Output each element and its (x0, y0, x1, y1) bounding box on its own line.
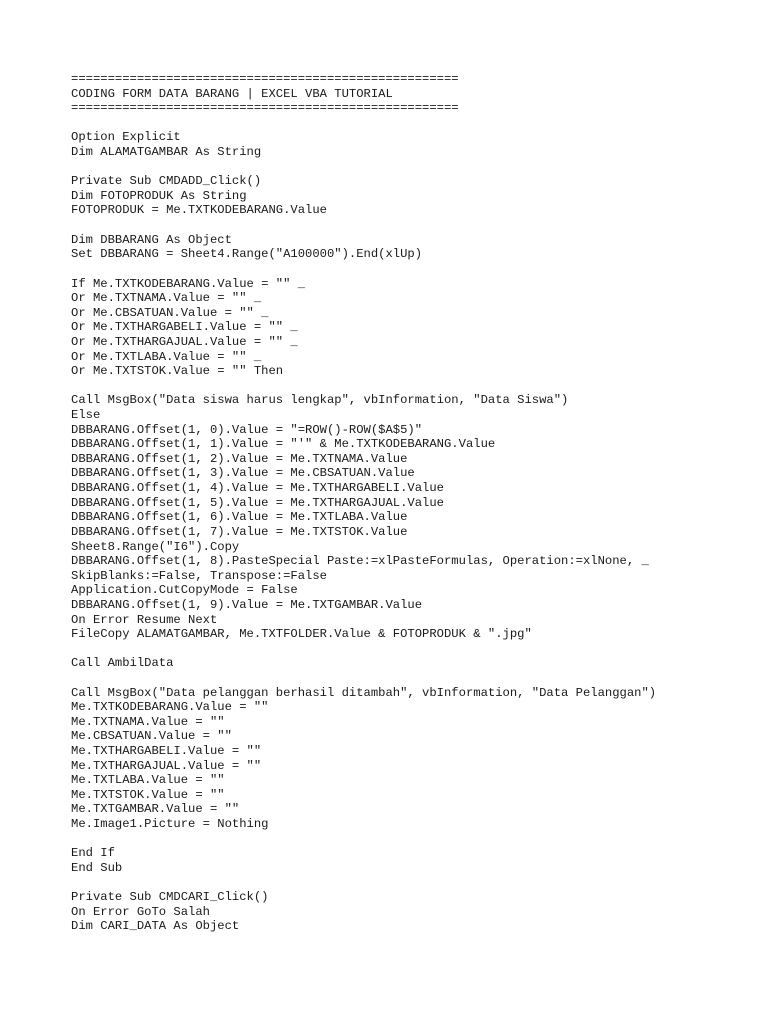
code-line: Me.TXTKODEBARANG.Value = "" (71, 700, 269, 715)
code-line: Application.CutCopyMode = False (71, 583, 298, 598)
code-line: SkipBlanks:=False, Transpose:=False (71, 568, 327, 583)
code-line: Me.Image1.Picture = Nothing (71, 817, 269, 832)
code-line: ===================================================== (71, 72, 459, 86)
code-line (71, 218, 751, 233)
code-line: FOTOPRODUK = Me.TXTKODEBARANG.Value (71, 203, 327, 218)
code-line (71, 262, 751, 277)
code-line: DBBARANG.Offset(1, 1).Value = "'" & Me.TXTKODEBARANG.Value (71, 437, 496, 452)
code-line: Or Me.TXTNAMA.Value = "" _ (71, 291, 262, 306)
code-line: DBBARANG.Offset(1, 0).Value = "=ROW()-ROW($A$5)" (71, 422, 423, 437)
code-line (71, 832, 751, 847)
code-line: DBBARANG.Offset(1, 5).Value = Me.TXTHARGAJUAL.Value (71, 495, 444, 510)
code-line: Me.TXTNAMA.Value = "" (71, 714, 225, 729)
code-line: If Me.TXTKODEBARANG.Value = "" _ (71, 276, 306, 291)
code-line: On Error GoTo Salah (71, 904, 210, 919)
code-line: Dim FOTOPRODUK As String (71, 188, 247, 203)
code-line: Me.TXTHARGABELI.Value = "" (71, 744, 262, 759)
code-line (71, 160, 751, 175)
code-line: Me.CBSATUAN.Value = "" (71, 729, 232, 744)
code-line: Me.TXTHARGAJUAL.Value = "" (71, 758, 262, 773)
code-line: ===================================================== (71, 101, 459, 116)
code-line: DBBARANG.Offset(1, 4).Value = Me.TXTHARGABELI.Value (71, 481, 444, 496)
code-line: DBBARANG.Offset(1, 7).Value = Me.TXTSTOK.Value (71, 524, 408, 539)
code-line: Or Me.CBSATUAN.Value = "" _ (71, 305, 269, 320)
code-line: Or Me.TXTSTOK.Value = "" Then (71, 364, 284, 379)
code-line: Me.TXTSTOK.Value = "" (71, 787, 225, 802)
code-line: DBBARANG.Offset(1, 9).Value = Me.TXTGAMBAR.Value (71, 597, 423, 612)
code-line (71, 642, 751, 657)
code-line: Private Sub CMDADD_Click() (71, 174, 262, 189)
code-line (71, 876, 751, 891)
code-line: Or Me.TXTHARGABELI.Value = "" _ (71, 320, 298, 335)
code-line: Or Me.TXTHARGAJUAL.Value = "" _ (71, 334, 298, 349)
code-line: DBBARANG.Offset(1, 8).PasteSpecial Paste:=xlPasteFormulas, Operation:=xlNone, _ (71, 554, 649, 569)
code-line: CODING FORM DATA BARANG | EXCEL VBA TUTORIAL (71, 86, 393, 101)
code-line: Dim CARI_DATA As Object (71, 919, 240, 934)
code-line: Or Me.TXTLABA.Value = "" _ (71, 349, 262, 364)
code-line: Call MsgBox("Data pelanggan berhasil ditambah", vbInformation, "Data Pelanggan") (71, 685, 657, 700)
code-line: Set DBBARANG = Sheet4.Range("A100000").End(xlUp) (71, 247, 423, 262)
code-line: Me.TXTGAMBAR.Value = "" (71, 802, 240, 817)
code-line: On Error Resume Next (71, 612, 218, 627)
code-line: DBBARANG.Offset(1, 2).Value = Me.TXTNAMA.Value (71, 451, 408, 466)
code-line: Else (71, 408, 101, 423)
code-line: Option Explicit (71, 130, 181, 145)
code-listing (71, 72, 751, 934)
code-line: Dim ALAMATGAMBAR As String (71, 145, 262, 160)
code-line: End Sub (71, 860, 123, 875)
code-line: FileCopy ALAMATGAMBAR, Me.TXTFOLDER.Value & FOTOPRODUK & ".jpg" (71, 627, 532, 642)
code-line: Call MsgBox("Data siswa harus lengkap", vbInformation, "Data Siswa") (71, 393, 569, 408)
code-line (71, 671, 751, 686)
code-line: Call AmbilData (71, 656, 174, 671)
code-line: End If (71, 846, 115, 861)
code-line (71, 116, 751, 131)
code-line (71, 379, 751, 394)
code-line: DBBARANG.Offset(1, 6).Value = Me.TXTLABA.Value (71, 510, 408, 525)
code-line: Private Sub CMDCARI_Click() (71, 890, 269, 905)
code-line: Dim DBBARANG As Object (71, 232, 232, 247)
code-line: Sheet8.Range("I6").Copy (71, 539, 240, 554)
code-line: DBBARANG.Offset(1, 3).Value = Me.CBSATUAN.Value (71, 466, 415, 481)
code-line: Me.TXTLABA.Value = "" (71, 773, 225, 788)
